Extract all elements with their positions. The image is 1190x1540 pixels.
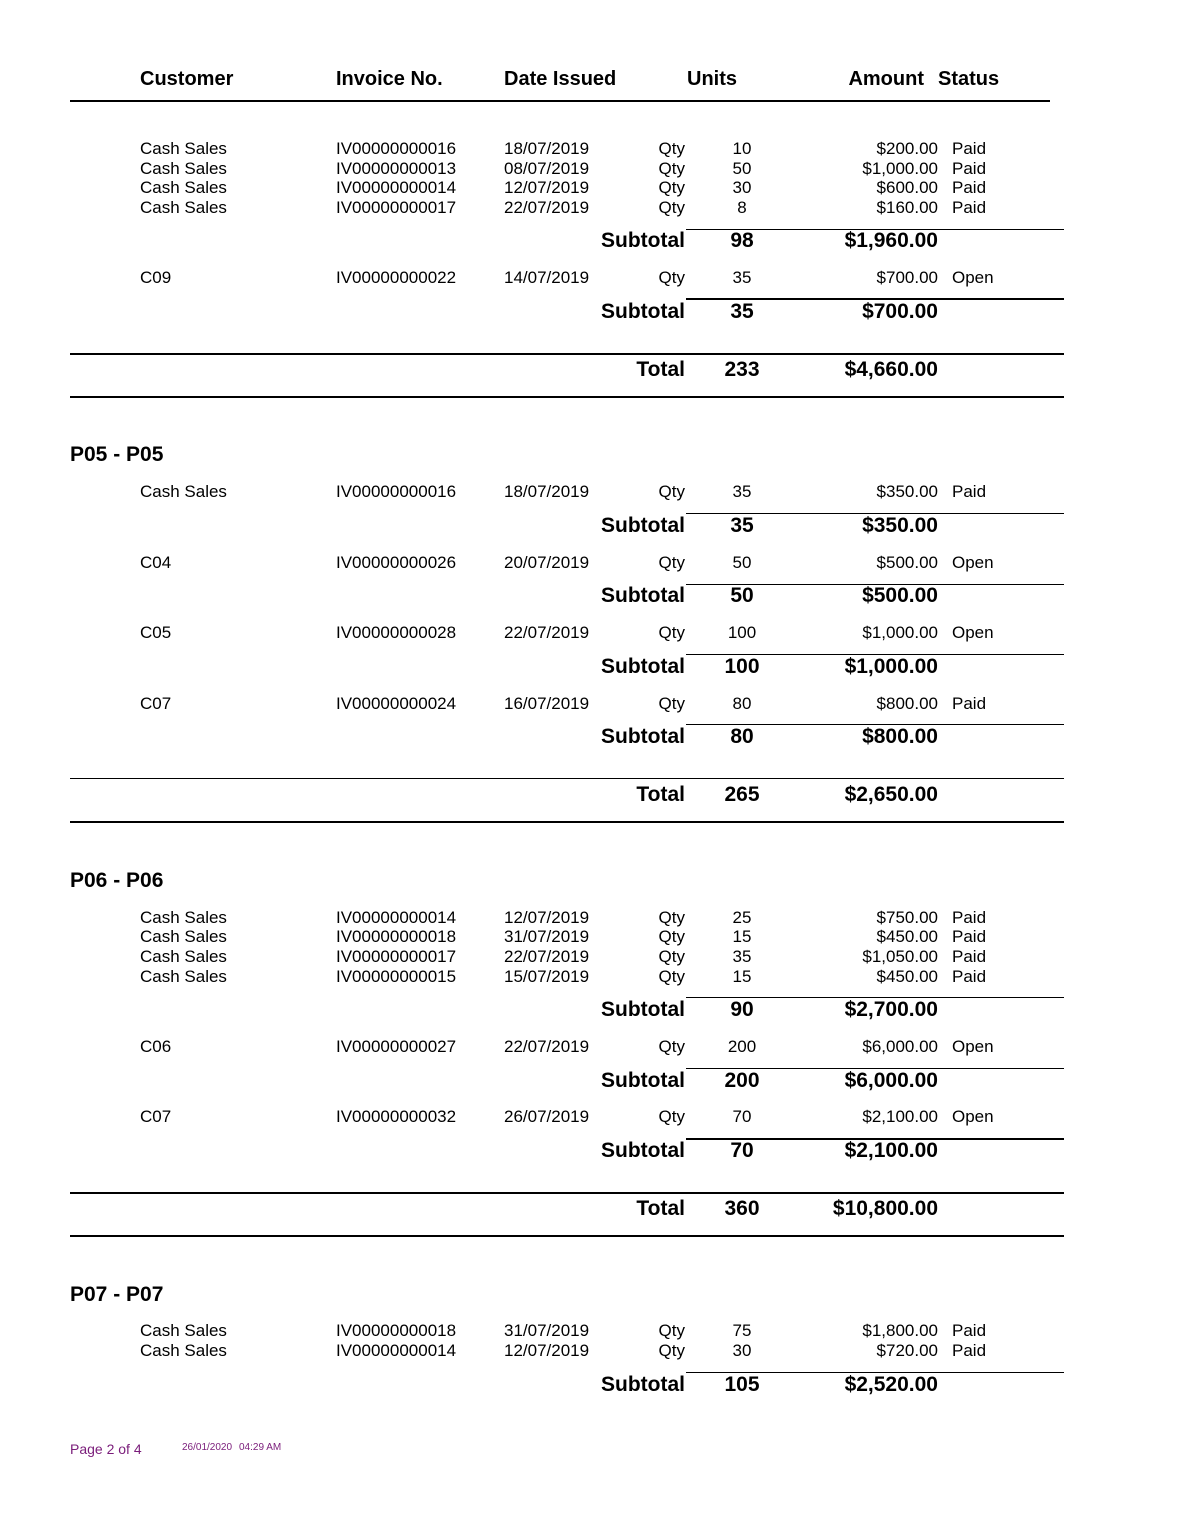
total-rule-bottom	[70, 821, 1064, 823]
table-row: C06 IV00000000027 22/07/2019 Qty 200 $6,000.00 Open	[140, 1037, 994, 1056]
table-row: Cash Sales IV00000000014 12/07/2019 Qty 30 $600.00 Paid	[140, 178, 987, 197]
print-date: 26/01/2020	[182, 1442, 233, 1453]
table-row: Cash Sales IV00000000014 12/07/2019 Qty 30 $720.00 Paid	[140, 1341, 987, 1360]
col-header-units: Units	[687, 68, 737, 90]
subtotal-row: Subtotal 105 $2,520.00	[601, 1373, 938, 1396]
subtotal-row: Subtotal 90 $2,700.00	[601, 998, 938, 1021]
subtotal-row: Subtotal 35 $700.00	[601, 300, 938, 323]
col-header-customer: Customer	[140, 68, 234, 90]
col-header-date: Date Issued	[504, 68, 617, 90]
subtotal-row: Subtotal 80 $800.00	[601, 725, 938, 748]
table-row: C09 IV00000000022 14/07/2019 Qty 35 $700.00 Open	[140, 268, 994, 287]
total-rule-top	[70, 778, 1064, 779]
table-row: Cash Sales IV00000000017 22/07/2019 Qty 8 $160.00 Paid	[140, 198, 987, 217]
total-row: Total 233 $4,660.00	[636, 358, 938, 381]
col-header-amount: Amount	[848, 68, 924, 90]
total-rule-bottom	[70, 396, 1064, 398]
table-row: Cash Sales IV00000000018 31/07/2019 Qty 75 $1,800.00 Paid	[140, 1321, 987, 1340]
table-row: Cash Sales IV00000000016 18/07/2019 Qty 10 $200.00 Paid	[140, 139, 987, 158]
total-rule-bottom	[70, 1235, 1064, 1237]
table-row: C07 IV00000000024 16/07/2019 Qty 80 $800.00 Paid	[140, 694, 987, 713]
subtotal-row: Subtotal 70 $2,100.00	[601, 1139, 938, 1162]
subtotal-row: Subtotal 98 $1,960.00	[601, 229, 938, 252]
group-title: P07 - P07	[70, 1283, 164, 1306]
total-row: Total 360 $10,800.00	[636, 1197, 938, 1220]
table-row: Cash Sales IV00000000017 22/07/2019 Qty 35 $1,050.00 Paid	[140, 947, 987, 966]
total-rule-top	[70, 1192, 1064, 1194]
table-row: C05 IV00000000028 22/07/2019 Qty 100 $1,000.00 Open	[140, 623, 994, 642]
table-row: Cash Sales IV00000000018 31/07/2019 Qty 15 $450.00 Paid	[140, 927, 987, 946]
header-divider	[70, 100, 1050, 102]
subtotal-row: Subtotal 50 $500.00	[601, 584, 938, 607]
col-header-invoice: Invoice No.	[336, 68, 443, 90]
subtotal-row: Subtotal 100 $1,000.00	[601, 655, 938, 678]
subtotal-row: Subtotal 35 $350.00	[601, 514, 938, 537]
col-header-status: Status	[938, 68, 1000, 90]
table-row: C04 IV00000000026 20/07/2019 Qty 50 $500.00 Open	[140, 553, 994, 572]
print-time: 04:29 AM	[239, 1442, 282, 1453]
subtotal-row: Subtotal 200 $6,000.00	[601, 1069, 938, 1092]
table-row: C07 IV00000000032 26/07/2019 Qty 70 $2,100.00 Open	[140, 1107, 994, 1126]
table-row: Cash Sales IV00000000014 12/07/2019 Qty 25 $750.00 Paid	[140, 908, 987, 927]
table-row: Cash Sales IV00000000013 08/07/2019 Qty 50 $1,000.00 Paid	[140, 159, 987, 178]
total-row: Total 265 $2,650.00	[636, 783, 938, 806]
group-title: P06 - P06	[70, 869, 164, 892]
page-number: Page 2 of 4	[70, 1441, 142, 1457]
table-row: Cash Sales IV00000000015 15/07/2019 Qty 15 $450.00 Paid	[140, 967, 987, 986]
table-row: Cash Sales IV00000000016 18/07/2019 Qty 35 $350.00 Paid	[140, 482, 987, 501]
group-title: P05 - P05	[70, 443, 164, 466]
total-rule-top	[70, 353, 1064, 355]
